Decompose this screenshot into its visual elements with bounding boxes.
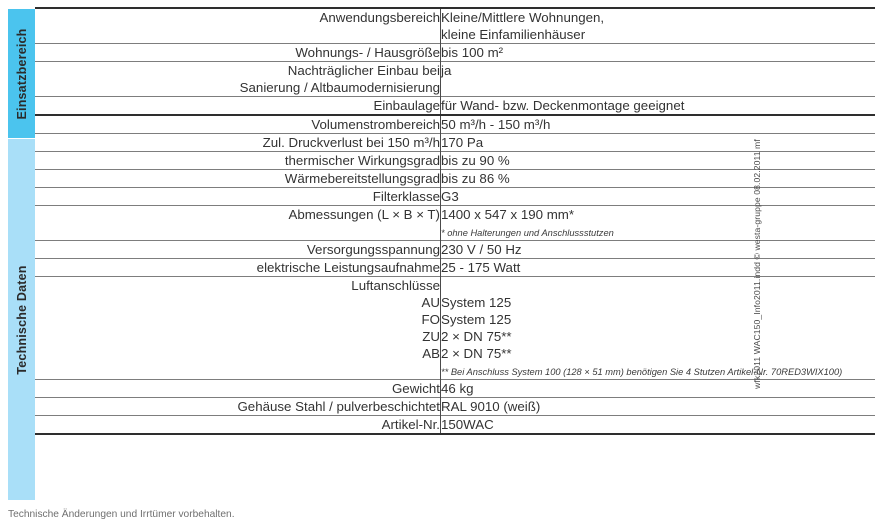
spec-value-line: G3: [441, 189, 459, 204]
spec-value-line: 150WAC: [441, 417, 494, 432]
spec-value: [441, 241, 876, 259]
table-row: [35, 170, 875, 188]
spec-key-line: Artikel-Nr.: [381, 417, 440, 432]
spec-key-line: Gehäuse Stahl / pulverbeschichtet: [237, 399, 440, 414]
spec-key: [35, 134, 441, 152]
table-row: [35, 44, 875, 62]
table-row: [35, 8, 875, 44]
spec-value: [441, 259, 876, 277]
table-row: [35, 380, 875, 398]
table-row: [35, 416, 875, 435]
air-connection-code: ZU: [422, 329, 440, 344]
spec-key: [35, 206, 441, 241]
spec-value: [441, 44, 876, 62]
spec-value-line: bis zu 90 %: [441, 153, 510, 168]
table-row: [35, 115, 875, 134]
spec-key: [35, 259, 441, 277]
spec-key-line: Versorgungsspannung: [306, 242, 440, 257]
spec-key-line: Wohnungs- / Hausgröße: [295, 45, 440, 60]
table-row: [35, 206, 875, 241]
spec-key-line: Abmessungen (L × B × T): [288, 207, 440, 222]
table-row: [35, 241, 875, 259]
spec-key: [35, 398, 441, 416]
spec-key: [35, 380, 441, 398]
air-connection-code: AB: [422, 346, 440, 361]
spec-value: [441, 8, 876, 44]
spec-value-line: 170 Pa: [441, 135, 484, 150]
spec-key-line: Sanierung / Altbaumodernisierung: [239, 80, 440, 95]
table-row: [35, 277, 875, 380]
footer-disclaimer: Technische Änderungen und Irrtümer vorbehalten.: [8, 509, 235, 520]
spec-key: [35, 44, 441, 62]
spec-key-line: Anwendungsbereich: [319, 10, 440, 25]
air-connection-code: FO: [421, 312, 440, 327]
table-row: [35, 152, 875, 170]
spec-value-line: bis 100 m²: [441, 45, 504, 60]
spec-value-line: RAL 9010 (weiß): [441, 399, 541, 414]
spec-key-line: Filterklasse: [372, 189, 440, 204]
air-connection-value: System 125: [441, 312, 512, 327]
spec-key-line: Nachträglicher Einbau bei: [287, 63, 440, 78]
spec-value-line: 50 m³/h - 150 m³/h: [441, 117, 551, 132]
spec-key: [35, 8, 441, 44]
spec-key: [35, 115, 441, 134]
spec-key-line: thermischer Wirkungsgrad: [284, 153, 440, 168]
section-rail-einsatzbereich: [8, 9, 35, 138]
spec-value: [441, 398, 876, 416]
air-connection-value: System 125: [441, 295, 512, 310]
spec-key: [35, 152, 441, 170]
spec-value: [441, 206, 876, 241]
spec-value: [441, 380, 876, 398]
spec-key-line: Einbaulage: [373, 98, 440, 113]
spec-footnote: * ohne Halterungen und Anschlussstutzen: [441, 228, 614, 238]
spec-value: [441, 97, 876, 116]
spec-value: [441, 277, 876, 380]
spec-key: [35, 241, 441, 259]
specifications-table: [35, 7, 875, 435]
specifications-body: [35, 8, 875, 434]
air-connection-value: 2 × DN 75**: [441, 346, 512, 361]
air-connection-value: 2 × DN 75**: [441, 329, 512, 344]
spec-value-line: 25 - 175 Watt: [441, 260, 521, 275]
spec-value: [441, 115, 876, 134]
spec-value-line: für Wand- bzw. Deckenmontage geeignet: [441, 98, 685, 113]
spec-value-line: kleine Einfamilienhäuser: [441, 27, 586, 42]
spec-key: [35, 97, 441, 116]
spec-key: [35, 416, 441, 435]
spec-key-line: Luftanschlüsse: [351, 278, 440, 293]
section-rail-label-einsatzbereich: Einsatzbereich: [14, 27, 29, 120]
spec-value-line: 1400 x 547 x 190 mm*: [441, 207, 575, 222]
spec-key: [35, 188, 441, 206]
spec-value: [441, 62, 876, 97]
spec-footnote: ** Bei Anschluss System 100 (128 × 51 mm) benötigen Sie 4 Stutzen Artikel-Nr. 70RED3WIX100): [441, 367, 843, 377]
spec-key-line: Zul. Druckverlust bei 150 m³/h: [262, 135, 440, 150]
spec-value-spacer: [441, 277, 875, 294]
spec-value: [441, 152, 876, 170]
spec-key-line: Wärmebereitstellungsgrad: [284, 171, 440, 186]
table-row: [35, 259, 875, 277]
spec-key-line: Volumenstrombereich: [311, 117, 440, 132]
spec-value-line: bis zu 86 %: [441, 171, 510, 186]
section-rail-technische-daten: [8, 139, 35, 500]
table-row: [35, 134, 875, 152]
spec-key-line: Gewicht: [391, 381, 440, 396]
spec-key: [35, 62, 441, 97]
table-row: [35, 62, 875, 97]
spec-key: [35, 170, 441, 188]
spec-value: [441, 134, 876, 152]
spec-value: [441, 188, 876, 206]
table-row: [35, 398, 875, 416]
spec-value-line: 230 V / 50 Hz: [441, 242, 522, 257]
table-row: [35, 97, 875, 116]
spec-value-line: Kleine/Mittlere Wohnungen,: [441, 10, 605, 25]
spec-key: [35, 277, 441, 380]
spec-value: [441, 416, 876, 435]
spec-value-line: 46 kg: [441, 381, 474, 396]
imprint-text: wfk2011 WAC150_Info2011.indd © westa-gruppe 08.02.2011 mf: [752, 138, 763, 389]
air-connection-code: AU: [421, 295, 440, 310]
section-rail-label-technische-daten: Technische Daten: [14, 264, 29, 375]
table-row: [35, 188, 875, 206]
spec-value-line: ja: [441, 63, 452, 78]
spec-key-line: elektrische Leistungsaufnahme: [256, 260, 440, 275]
spec-value: [441, 170, 876, 188]
